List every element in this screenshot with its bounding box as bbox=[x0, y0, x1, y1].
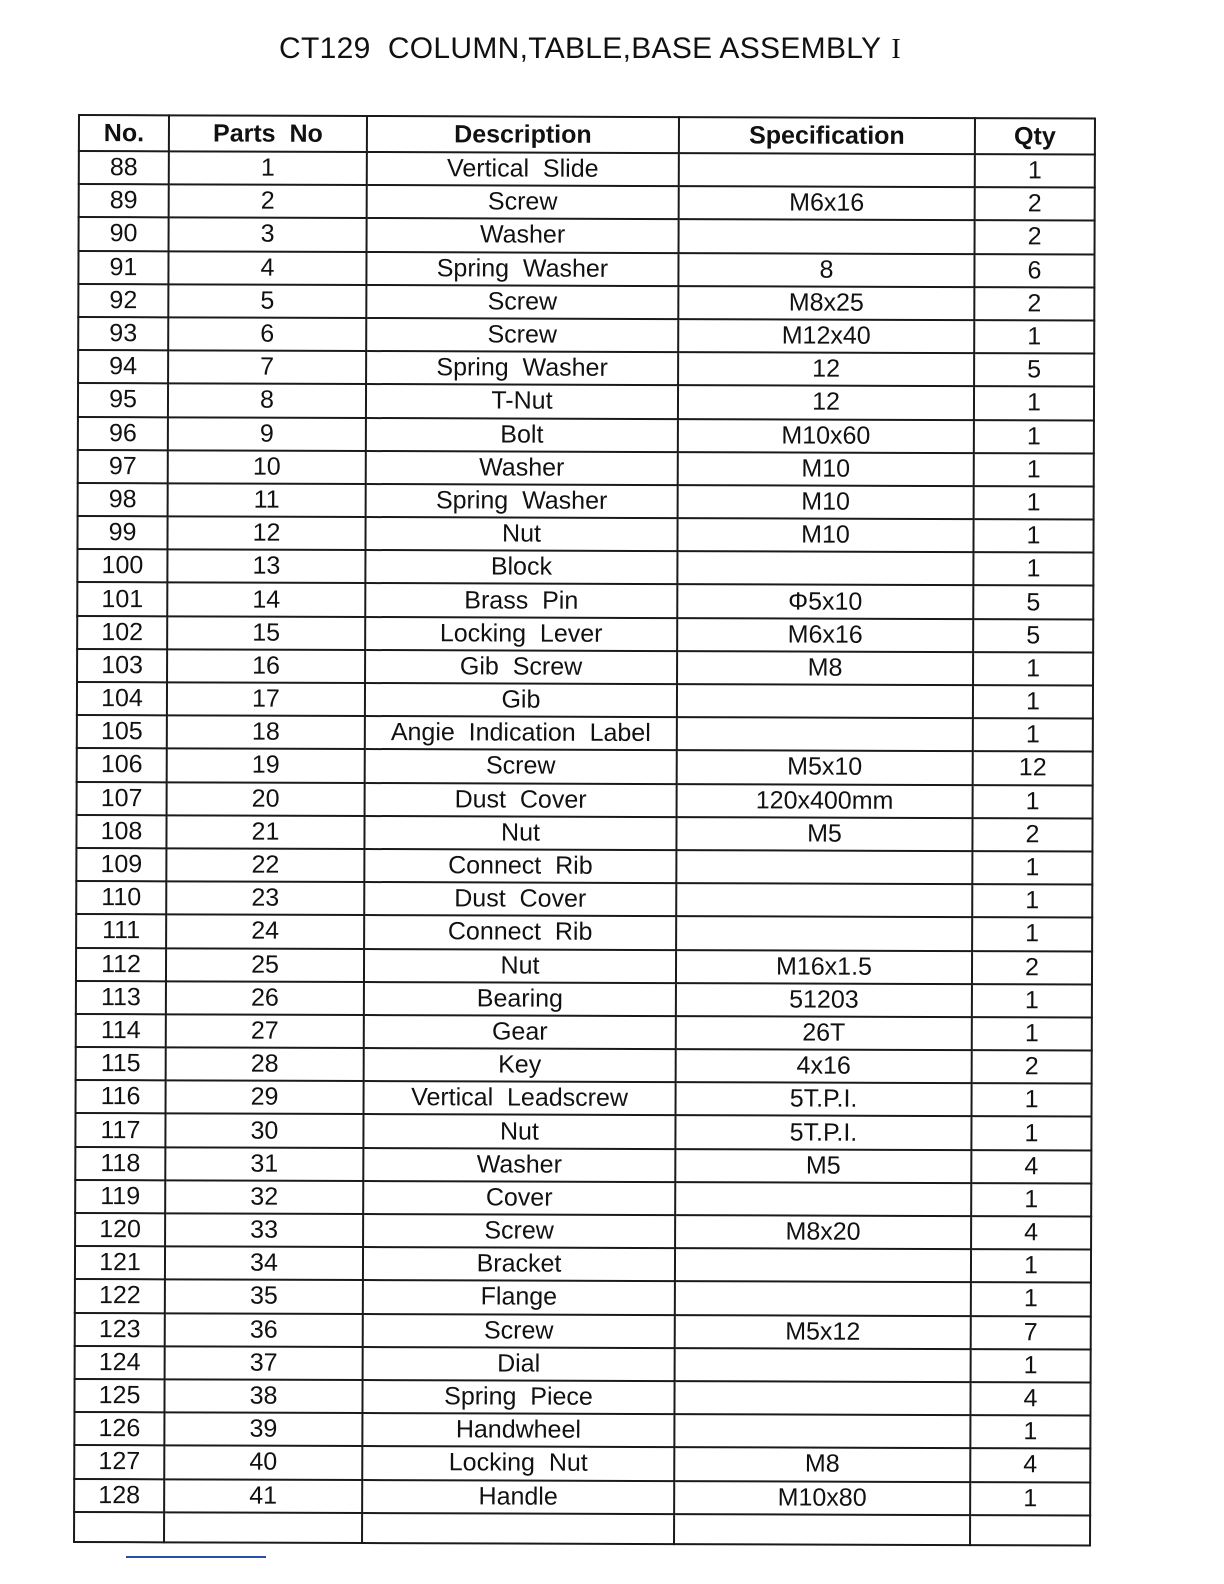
cell-qty: 1 bbox=[971, 1282, 1091, 1316]
cell-specification bbox=[679, 219, 975, 253]
cell-parts-no: 21 bbox=[166, 815, 364, 849]
cell-parts-no: 33 bbox=[165, 1213, 363, 1247]
cell-no: 110 bbox=[76, 881, 166, 915]
cell-parts-no: 35 bbox=[165, 1280, 363, 1314]
cell-no: 122 bbox=[75, 1279, 165, 1313]
cell-no: 90 bbox=[79, 217, 169, 251]
table-row bbox=[77, 616, 1093, 653]
cell-parts-no: 6 bbox=[168, 317, 366, 351]
cell-description: Washer bbox=[366, 451, 678, 485]
table-row bbox=[77, 682, 1093, 719]
table-row bbox=[78, 450, 1094, 487]
cell-parts-no: 41 bbox=[164, 1479, 362, 1513]
cell-qty: 2 bbox=[972, 951, 1092, 985]
cell-description: Cover bbox=[363, 1181, 675, 1215]
cell-description: Spring Washer bbox=[366, 484, 678, 518]
cell-description: Nut bbox=[364, 816, 676, 850]
cell-parts-no: 38 bbox=[164, 1379, 362, 1413]
cell-description: Connect Rib bbox=[364, 915, 676, 949]
cell-qty: 2 bbox=[972, 818, 1092, 852]
cell-description: Handle bbox=[362, 1480, 674, 1514]
cell-qty: 4 bbox=[970, 1382, 1090, 1416]
cell-no: 119 bbox=[75, 1180, 165, 1214]
cell-specification: M10 bbox=[678, 485, 974, 519]
cell-description: Brass Pin bbox=[365, 583, 677, 617]
cell-no: 97 bbox=[78, 450, 168, 484]
header-qty: Qty bbox=[975, 118, 1095, 154]
cell-parts-no: 5 bbox=[168, 284, 366, 318]
cell-qty: 1 bbox=[972, 1083, 1092, 1117]
cell-no: 91 bbox=[78, 251, 168, 285]
cell-parts-no: 24 bbox=[166, 915, 364, 949]
cell-description: Dust Cover bbox=[365, 783, 677, 817]
cell-description: Handwheel bbox=[362, 1413, 674, 1447]
cell-description: Screw bbox=[366, 285, 678, 319]
table-row bbox=[78, 350, 1094, 387]
cell-description: T-Nut bbox=[366, 384, 678, 418]
cell-parts-no: 40 bbox=[164, 1446, 362, 1480]
cell-qty: 1 bbox=[974, 486, 1094, 520]
cell-specification bbox=[677, 551, 973, 585]
cell-specification bbox=[675, 1281, 971, 1315]
table-row bbox=[74, 1379, 1090, 1416]
cell-qty: 2 bbox=[975, 187, 1095, 221]
cell-qty: 2 bbox=[975, 221, 1095, 255]
cell-parts-no: 13 bbox=[167, 550, 365, 584]
table-row bbox=[74, 1412, 1090, 1449]
cell-specification: Φ5x10 bbox=[677, 585, 973, 619]
cell-description: Spring Piece bbox=[362, 1380, 674, 1414]
cell-specification bbox=[676, 883, 972, 917]
table-row bbox=[76, 1047, 1092, 1084]
cell-parts-no: 23 bbox=[166, 881, 364, 915]
cell-no: 128 bbox=[74, 1478, 164, 1512]
cell-specification: M12x40 bbox=[678, 319, 974, 353]
cell-description: Spring Washer bbox=[366, 351, 678, 385]
cell-description: Nut bbox=[363, 1114, 675, 1148]
cell-no: 96 bbox=[78, 417, 168, 451]
table-row bbox=[76, 815, 1092, 852]
cell-specification bbox=[675, 1248, 971, 1282]
cell-specification: M8x20 bbox=[675, 1215, 971, 1249]
table-row bbox=[78, 317, 1094, 354]
cell-parts-no: 7 bbox=[168, 350, 366, 384]
table-row bbox=[75, 1213, 1091, 1250]
cell-qty: 2 bbox=[972, 1050, 1092, 1084]
cell-qty: 1 bbox=[973, 519, 1093, 553]
header-parts-no: Parts No bbox=[169, 115, 367, 152]
cell-no: 117 bbox=[75, 1113, 165, 1147]
cell-no: 114 bbox=[76, 1014, 166, 1048]
table-row bbox=[76, 981, 1092, 1018]
cell-parts-no: 27 bbox=[166, 1014, 364, 1048]
cell-no: 100 bbox=[77, 549, 167, 583]
cell-no: 108 bbox=[76, 815, 166, 849]
cell-no: 105 bbox=[77, 715, 167, 749]
cell-specification: 4x16 bbox=[676, 1049, 972, 1083]
cell-parts-no: 11 bbox=[168, 483, 366, 517]
cell-qty: 2 bbox=[974, 287, 1094, 321]
cell-qty: 5 bbox=[974, 353, 1094, 387]
cell-description: Gib Screw bbox=[365, 650, 677, 684]
cell-no: 93 bbox=[78, 317, 168, 351]
empty-cell bbox=[362, 1513, 674, 1544]
cell-specification bbox=[679, 153, 975, 187]
cell-specification: M8x25 bbox=[678, 286, 974, 320]
cell-parts-no: 17 bbox=[167, 682, 365, 716]
cell-no: 111 bbox=[76, 914, 166, 948]
cell-specification: M6x16 bbox=[677, 618, 973, 652]
cell-parts-no: 22 bbox=[166, 848, 364, 882]
cell-specification bbox=[677, 684, 973, 718]
cell-qty: 1 bbox=[973, 785, 1093, 819]
cell-specification: M5x10 bbox=[677, 750, 973, 784]
cell-description: Gib bbox=[365, 683, 677, 717]
cell-no: 127 bbox=[74, 1445, 164, 1479]
cell-description: Bolt bbox=[366, 418, 678, 452]
table-row bbox=[77, 715, 1093, 752]
cell-parts-no: 12 bbox=[167, 516, 365, 550]
cell-qty: 4 bbox=[971, 1150, 1091, 1184]
empty-row bbox=[74, 1512, 1090, 1546]
cell-qty: 4 bbox=[970, 1448, 1090, 1482]
cell-qty: 1 bbox=[972, 1017, 1092, 1051]
cell-specification: M16x1.5 bbox=[676, 950, 972, 984]
table-row bbox=[76, 848, 1092, 885]
table-row bbox=[78, 417, 1094, 454]
cell-description: Vertical Slide bbox=[367, 152, 679, 186]
cell-specification: M6x16 bbox=[679, 186, 975, 220]
empty-cell bbox=[674, 1514, 970, 1545]
header-description: Description bbox=[367, 116, 679, 153]
table-row bbox=[79, 151, 1095, 188]
table-row bbox=[75, 1346, 1091, 1383]
cell-qty: 4 bbox=[971, 1216, 1091, 1250]
cell-specification bbox=[675, 1348, 971, 1382]
cell-description: Connect Rib bbox=[364, 849, 676, 883]
header-row bbox=[79, 115, 1095, 155]
cell-parts-no: 30 bbox=[165, 1114, 363, 1148]
table-row bbox=[76, 947, 1092, 984]
cell-qty: 1 bbox=[973, 652, 1093, 686]
cell-description: Screw bbox=[363, 1314, 675, 1348]
title-text: CT129 COLUMN,TABLE,BASE ASSEMBLY bbox=[279, 32, 882, 65]
cell-description: Screw bbox=[367, 185, 679, 219]
cell-description: Dial bbox=[363, 1347, 675, 1381]
table-row bbox=[79, 217, 1095, 254]
cell-no: 113 bbox=[76, 981, 166, 1015]
cell-no: 121 bbox=[75, 1246, 165, 1280]
cell-no: 118 bbox=[75, 1147, 165, 1181]
cell-parts-no: 19 bbox=[167, 749, 365, 783]
cell-no: 120 bbox=[75, 1213, 165, 1247]
cell-specification: 5T.P.I. bbox=[675, 1116, 971, 1150]
cell-parts-no: 15 bbox=[167, 616, 365, 650]
cell-no: 102 bbox=[77, 616, 167, 650]
table-row bbox=[77, 748, 1093, 785]
cell-qty: 1 bbox=[974, 453, 1094, 487]
header-specification: Specification bbox=[679, 117, 975, 154]
cell-parts-no: 2 bbox=[169, 185, 367, 219]
cell-description: Washer bbox=[363, 1148, 675, 1182]
cell-description: Flange bbox=[363, 1280, 675, 1314]
cell-parts-no: 9 bbox=[168, 417, 366, 451]
parts-table-body bbox=[74, 151, 1095, 1545]
cell-parts-no: 39 bbox=[164, 1412, 362, 1446]
cell-specification: M10x60 bbox=[678, 419, 974, 453]
cell-parts-no: 18 bbox=[167, 716, 365, 750]
cell-description: Nut bbox=[364, 949, 676, 983]
cell-qty: 1 bbox=[973, 718, 1093, 752]
cell-parts-no: 20 bbox=[167, 782, 365, 816]
cell-qty: 1 bbox=[971, 1117, 1091, 1151]
table-row bbox=[74, 1445, 1090, 1482]
cell-qty: 12 bbox=[973, 752, 1093, 786]
cell-no: 103 bbox=[77, 649, 167, 683]
cell-parts-no: 28 bbox=[166, 1047, 364, 1081]
cell-qty: 1 bbox=[970, 1482, 1090, 1516]
cell-parts-no: 16 bbox=[167, 649, 365, 683]
table-row bbox=[78, 383, 1094, 420]
cell-specification: 51203 bbox=[676, 983, 972, 1017]
cell-no: 101 bbox=[77, 582, 167, 616]
cell-description: Bearing bbox=[364, 982, 676, 1016]
cell-specification bbox=[676, 850, 972, 884]
table-row bbox=[75, 1246, 1091, 1283]
cell-description: Locking Lever bbox=[365, 617, 677, 651]
cell-specification: M10x80 bbox=[674, 1481, 970, 1515]
cell-qty: 1 bbox=[971, 1249, 1091, 1283]
cell-specification: M5 bbox=[675, 1149, 971, 1183]
cell-qty: 1 bbox=[971, 1183, 1091, 1217]
empty-cell bbox=[74, 1512, 164, 1542]
cell-no: 99 bbox=[77, 516, 167, 550]
cell-description: Screw bbox=[365, 749, 677, 783]
cell-no: 104 bbox=[77, 682, 167, 716]
cell-qty: 1 bbox=[972, 917, 1092, 951]
cell-qty: 5 bbox=[973, 619, 1093, 653]
cell-qty: 1 bbox=[974, 320, 1094, 354]
cell-parts-no: 36 bbox=[165, 1313, 363, 1347]
document-title bbox=[0, 32, 1180, 66]
cell-description: Screw bbox=[366, 318, 678, 352]
cell-no: 95 bbox=[78, 383, 168, 417]
cell-description: Dust Cover bbox=[364, 882, 676, 916]
table-row bbox=[76, 914, 1092, 951]
table-row bbox=[75, 1279, 1091, 1316]
empty-cell bbox=[970, 1515, 1090, 1545]
table-row bbox=[75, 1313, 1091, 1350]
cell-specification: M8 bbox=[677, 651, 973, 685]
cell-parts-no: 25 bbox=[166, 948, 364, 982]
cell-parts-no: 8 bbox=[168, 384, 366, 418]
cell-specification: 12 bbox=[678, 385, 974, 419]
cell-description: Vertical Leadscrew bbox=[364, 1081, 676, 1115]
cell-specification bbox=[674, 1414, 970, 1448]
cell-description: Spring Washer bbox=[366, 252, 678, 286]
table-row bbox=[78, 284, 1094, 321]
table-row bbox=[75, 1147, 1091, 1184]
cell-specification: M5x12 bbox=[675, 1315, 971, 1349]
table-row bbox=[77, 582, 1093, 619]
pen-underline-mark bbox=[126, 1556, 266, 1558]
cell-no: 94 bbox=[78, 350, 168, 384]
cell-specification bbox=[677, 717, 973, 751]
cell-description: Nut bbox=[365, 517, 677, 551]
cell-qty: 6 bbox=[974, 254, 1094, 288]
cell-qty: 1 bbox=[972, 984, 1092, 1018]
cell-parts-no: 26 bbox=[166, 981, 364, 1015]
cell-specification: M10 bbox=[678, 452, 974, 486]
table-row bbox=[76, 881, 1092, 918]
cell-no: 123 bbox=[75, 1313, 165, 1347]
title-suffix: I bbox=[891, 34, 901, 65]
table-row bbox=[76, 1014, 1092, 1051]
table-row bbox=[77, 649, 1093, 686]
cell-parts-no: 32 bbox=[165, 1180, 363, 1214]
cell-specification: 5T.P.I. bbox=[676, 1082, 972, 1116]
cell-no: 124 bbox=[75, 1346, 165, 1380]
cell-qty: 1 bbox=[974, 386, 1094, 420]
cell-no: 98 bbox=[78, 483, 168, 517]
cell-specification: M8 bbox=[674, 1447, 970, 1481]
cell-qty: 5 bbox=[973, 586, 1093, 620]
cell-qty: 1 bbox=[973, 552, 1093, 586]
cell-qty: 1 bbox=[974, 420, 1094, 454]
cell-description: Key bbox=[364, 1048, 676, 1082]
cell-parts-no: 14 bbox=[167, 583, 365, 617]
cell-parts-no: 34 bbox=[165, 1246, 363, 1280]
cell-no: 126 bbox=[74, 1412, 164, 1446]
cell-no: 112 bbox=[76, 947, 166, 981]
cell-qty: 1 bbox=[972, 884, 1092, 918]
cell-specification: M5 bbox=[676, 817, 972, 851]
table-row bbox=[78, 251, 1094, 288]
parts-table bbox=[73, 114, 1096, 1546]
cell-specification: 120x400mm bbox=[677, 784, 973, 818]
cell-no: 107 bbox=[77, 782, 167, 816]
cell-parts-no: 31 bbox=[165, 1147, 363, 1181]
cell-parts-no: 3 bbox=[169, 218, 367, 252]
cell-parts-no: 29 bbox=[166, 1081, 364, 1115]
cell-no: 115 bbox=[76, 1047, 166, 1081]
cell-no: 89 bbox=[79, 184, 169, 218]
cell-parts-no: 4 bbox=[168, 251, 366, 285]
cell-no: 88 bbox=[79, 151, 169, 185]
cell-qty: 1 bbox=[971, 1349, 1091, 1383]
table-row bbox=[74, 1478, 1090, 1515]
cell-no: 109 bbox=[76, 848, 166, 882]
header-no: No. bbox=[79, 115, 169, 151]
cell-no: 125 bbox=[74, 1379, 164, 1413]
table-row bbox=[77, 782, 1093, 819]
cell-specification: 12 bbox=[678, 352, 974, 386]
table-row bbox=[77, 516, 1093, 553]
cell-qty: 1 bbox=[975, 154, 1095, 188]
cell-description: Block bbox=[365, 550, 677, 584]
table-row bbox=[78, 483, 1094, 520]
cell-no: 106 bbox=[77, 748, 167, 782]
cell-qty: 1 bbox=[972, 851, 1092, 885]
cell-qty: 1 bbox=[973, 685, 1093, 719]
cell-specification: 26T bbox=[676, 1016, 972, 1050]
empty-cell bbox=[164, 1512, 362, 1543]
cell-parts-no: 10 bbox=[168, 450, 366, 484]
cell-specification: 8 bbox=[678, 253, 974, 287]
cell-qty: 1 bbox=[970, 1415, 1090, 1449]
cell-parts-no: 37 bbox=[165, 1346, 363, 1380]
table-row bbox=[77, 549, 1093, 586]
table-row bbox=[76, 1080, 1092, 1117]
cell-description: Bracket bbox=[363, 1247, 675, 1281]
cell-specification bbox=[676, 916, 972, 950]
cell-description: Screw bbox=[363, 1214, 675, 1248]
table-row bbox=[79, 184, 1095, 221]
table-row bbox=[75, 1180, 1091, 1217]
cell-description: Washer bbox=[367, 218, 679, 252]
cell-description: Locking Nut bbox=[362, 1446, 674, 1480]
cell-specification bbox=[675, 1182, 971, 1216]
cell-no: 116 bbox=[76, 1080, 166, 1114]
cell-description: Gear bbox=[364, 1015, 676, 1049]
cell-specification: M10 bbox=[677, 518, 973, 552]
cell-parts-no: 1 bbox=[169, 151, 367, 185]
cell-no: 92 bbox=[78, 284, 168, 318]
table-row bbox=[75, 1113, 1091, 1150]
cell-specification bbox=[674, 1381, 970, 1415]
cell-qty: 7 bbox=[971, 1316, 1091, 1350]
cell-description: Angie Indication Label bbox=[365, 716, 677, 750]
